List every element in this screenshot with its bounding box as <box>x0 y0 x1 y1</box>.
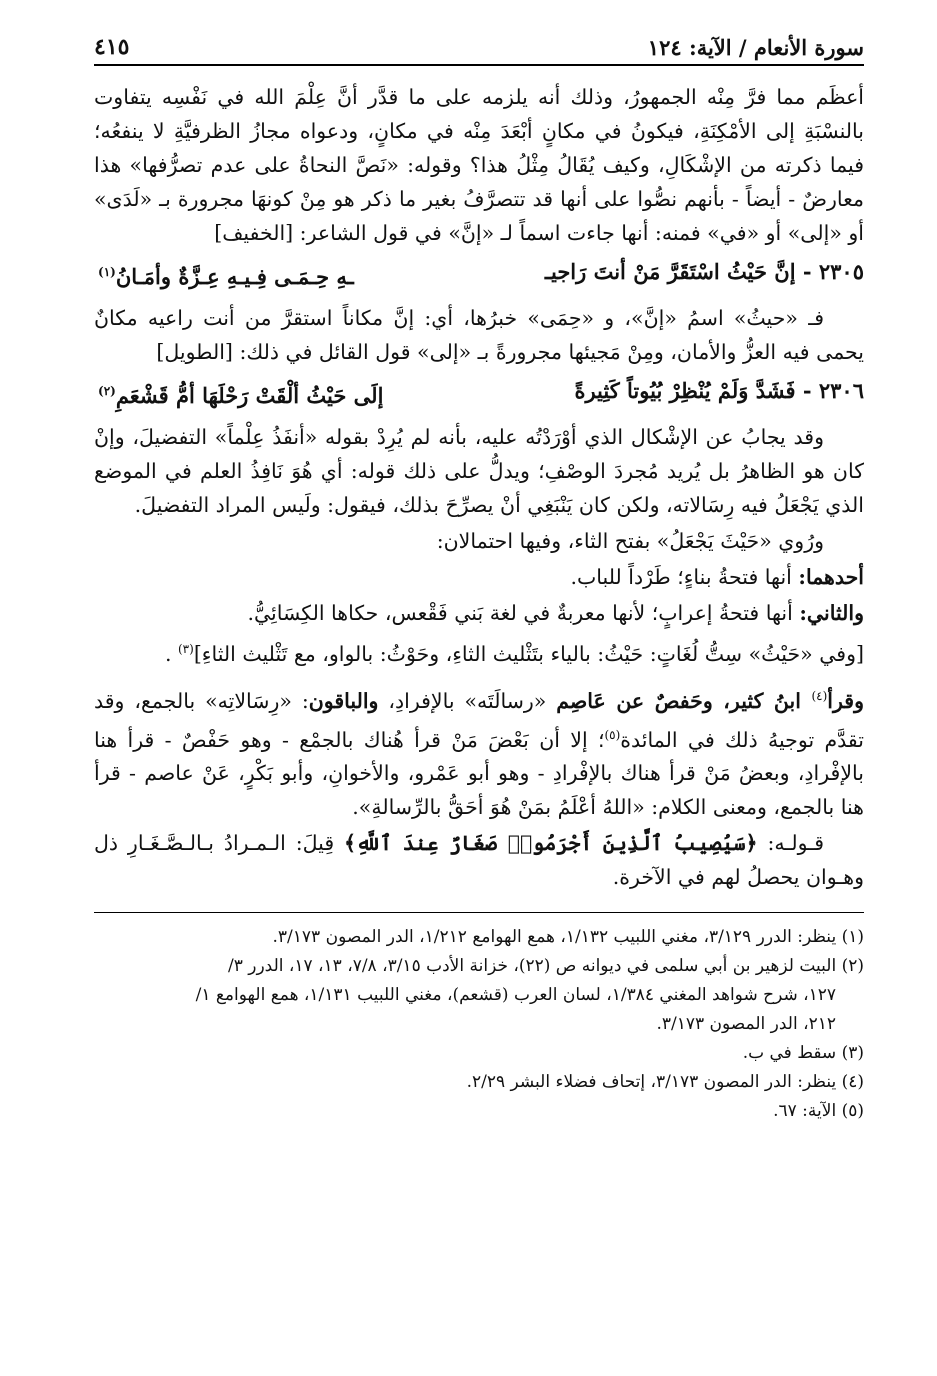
paragraph: ورُوي «حَيْثَ يَجْعَلُ» بفتح الثاء، وفيها احتمالان: <box>436 529 824 553</box>
label: والثاني: <box>799 601 864 625</box>
text: [وفي «حَيْثُ» سِتُّ لُغَاتٍ: حَيْثُ: بالياء بتَثْليث الثاءِ، وحَوْثُ: بالواو، مع تَثْليث الثاءِ] <box>193 641 864 666</box>
running-header <box>94 30 864 66</box>
verse-text: إلَى حَيْثُ ألْقَتْ رَحْلَهَا أمُّ قَشْعَمِ <box>115 383 384 408</box>
text: أنها فتحةُ إعرابٍ؛ لأنها معربةٌ في لغة بَني فَقْعس، حكاها الكِسَائِيُّ. <box>247 601 800 625</box>
page-number: ٤١٥ <box>94 34 130 60</box>
paragraph <box>94 679 864 825</box>
text: ؛ إلا أن بَعْضَ مَنْ قرأ هُناك بالجمْع - وهو حَفْصٌ - قرأ هنا بالإفْرادِ، وبعضُ مَنْ قرأ هناك بالإفْرادِ - وهو أبو عَمْرو، والأخوانِ، وأبو بَكْرٍ، عَنْ عاصم - قرأ هنا بالجمع، ومعنى الكلام: «اللهُ أعْلَمُ بمَنْ هُوَ أحَقُّ بالرِّسالةِ». <box>94 727 864 820</box>
poetry-verse <box>94 254 864 295</box>
paragraph: وقد يجابُ عن الإشْكال الذي أوْرَدْتُه عليه، بأنه لم يُرِدْ بقوله «أنفَذُ عِلْماً» التفضيلَ، وإنْ كان هو الظاهرُ بل يُريد مُجردَ الوصْفِ؛ ويدلُّ على ذلك قوله: أي هُوَ نَافِذُ العلم في الموضع الذي يَجْعَلُ فيه رِسَالاته، ولكن كان يَنْبَغِي أنْ يصرِّحَ بذلك، فيقول: ولَيس المراد التفضيلَ. <box>94 425 864 517</box>
verse-hemistich-first: ٢٣٠٦ - فَشَدَّ وَلَمْ يُنْظِرْ بُيُوتاً كَثِيرةً <box>574 378 864 403</box>
text: وقرأ <box>827 688 864 713</box>
footnote-continuation: ١٢٧، شرح شواهد المغني ١/٣٨٤، لسان العرب (قشعم)، مغني اللبيب ١/١٣١، همع الهوامع ١/ <box>195 985 836 1006</box>
text: : «رِسَالاتِه» بالجمع، وقد تقدَّم توجيهُ ذلك في المائدة <box>94 688 864 752</box>
paragraph: فـ «حيثُ» اسمُ «إنَّ»، و «حِمَى» خبرُها، أي: إنَّ مكاناً استقرَّ من أنت راعيه مكانٌ يحمى فيه العزُّ والأمان، ومِنْ مَجيئها مجرورةً بـ «إلى» قول القائل في ذلك: [الطويل] <box>94 306 864 364</box>
verse-hemistich-second <box>98 373 383 414</box>
page <box>94 30 864 1126</box>
label: أحدهما: <box>798 565 864 589</box>
quran-quote: ﴿سَيُصِيبُ ٱلَّذِينَ أَجْرَمُوا۟ صَغَارٌ عِندَ ٱللَّهِ﴾ <box>344 831 758 856</box>
footnote: (٤) ينظر: الدر المصون ٣/١٧٣، إتحاف فضلاء البشر ٢/٢٩. <box>466 1072 864 1093</box>
footnote-ref: (٥) <box>604 727 621 742</box>
poetry-verse <box>94 373 864 414</box>
footnote: (١) ينظر: الدرر ٣/١٢٩، مغني اللبيب ١/١٣٢، همع الهوامع ١/٢١٢، الدر المصون ٣/١٧٣. <box>272 927 864 948</box>
footnote-ref: (١) <box>98 265 116 279</box>
paragraph: [وفي «حَيْثُ» سِتُّ لُغَاتٍ: حَيْثُ: بالياء بتَثْليث الثاءِ، وحَوْثُ: بالواو، مع تَثْليث الثاءِ]$^{(٣)}$ . <box>164 641 864 666</box>
text: أنها فتحةُ بناءٍ؛ طَرْداً للباب. <box>570 565 799 589</box>
main-text <box>94 80 864 894</box>
footnote: (٣) سقط في ب. <box>742 1043 864 1064</box>
paragraph <box>94 826 864 894</box>
text: «رسالَتَه» بالإفرادِ، <box>378 688 557 713</box>
paragraph <box>94 560 864 594</box>
text: قـولـه: <box>757 831 824 856</box>
footnote-ref: (٢) <box>98 384 116 398</box>
header-title: سورة الأنعام / الآية: ١٢٤ <box>647 35 864 60</box>
footnote-ref: (٤) <box>811 688 828 703</box>
paragraph: أعظَم مما فرَّ مِنْه الجمهورُ، وذلك أنه يلزمه على ما قدَّر أنَّ عِلْمَ الله في نَفْسِه يتفاوت بالنسْبَةِ إلى الأمْكِنَةِ، فيكونُ في مكانٍ أبْعَدَ مِنْه في مكانٍ، ودعواه مجازُ الظرفيَّةِ لا ينفعُه؛ فيما ذكرته من الإشْكَالِ، وكيف يُقَالُ مِثْلُ هذا؟ وقوله: «نَصَّ النحاةُ على عدم تصرُّفها» هذا معارضٌ - أيضاً - بأنهم نصُّوا على أنها قد تتصرَّفُ بغير ما ذكر هو مِنْ كونهَا مجرورة بـ «لَدَى» أو «إلى» أو «في» فمنه: أنها جاءت اسماً لـ «إنَّ» في قول الشاعر: [الخفيف] <box>94 85 864 245</box>
text: ابنُ كثير، وحَفصٌ عن عَاصِم <box>556 688 812 713</box>
text: والباقون <box>308 688 379 713</box>
footnote: (٢) البيت لزهير بن أبي سلمى في ديوانه ص (٢٢)، خزانة الأدب ٣/١٥، ٧/٨، ١٣، ١٧، الدرر ٣/ <box>227 956 864 977</box>
footnote-ref: (٣) <box>177 642 194 656</box>
text: قِيلَ: الـمـرادُ بـالـصَّـغَـارِ ذل وهـوان يحصلُ لهم في الآخرة. <box>94 831 864 890</box>
paragraph <box>94 596 864 630</box>
footnote: (٥) الآية: ٦٧. <box>773 1101 864 1122</box>
footnotes <box>94 912 864 1126</box>
verse-text: ـهِ حِـمَـى فِـيـهِ عِـزَّةٌ وأمَـانُ <box>115 264 354 289</box>
verse-hemistich-first: ٢٣٠٥ - إنَّ حَيْثُ اسْتَقَرَّ مَنْ أنتَ رَاجيـ <box>544 259 864 284</box>
verse-hemistich-second <box>98 254 354 295</box>
footnote-continuation: ٢١٢، الدر المصون ٣/١٧٣. <box>656 1014 836 1035</box>
